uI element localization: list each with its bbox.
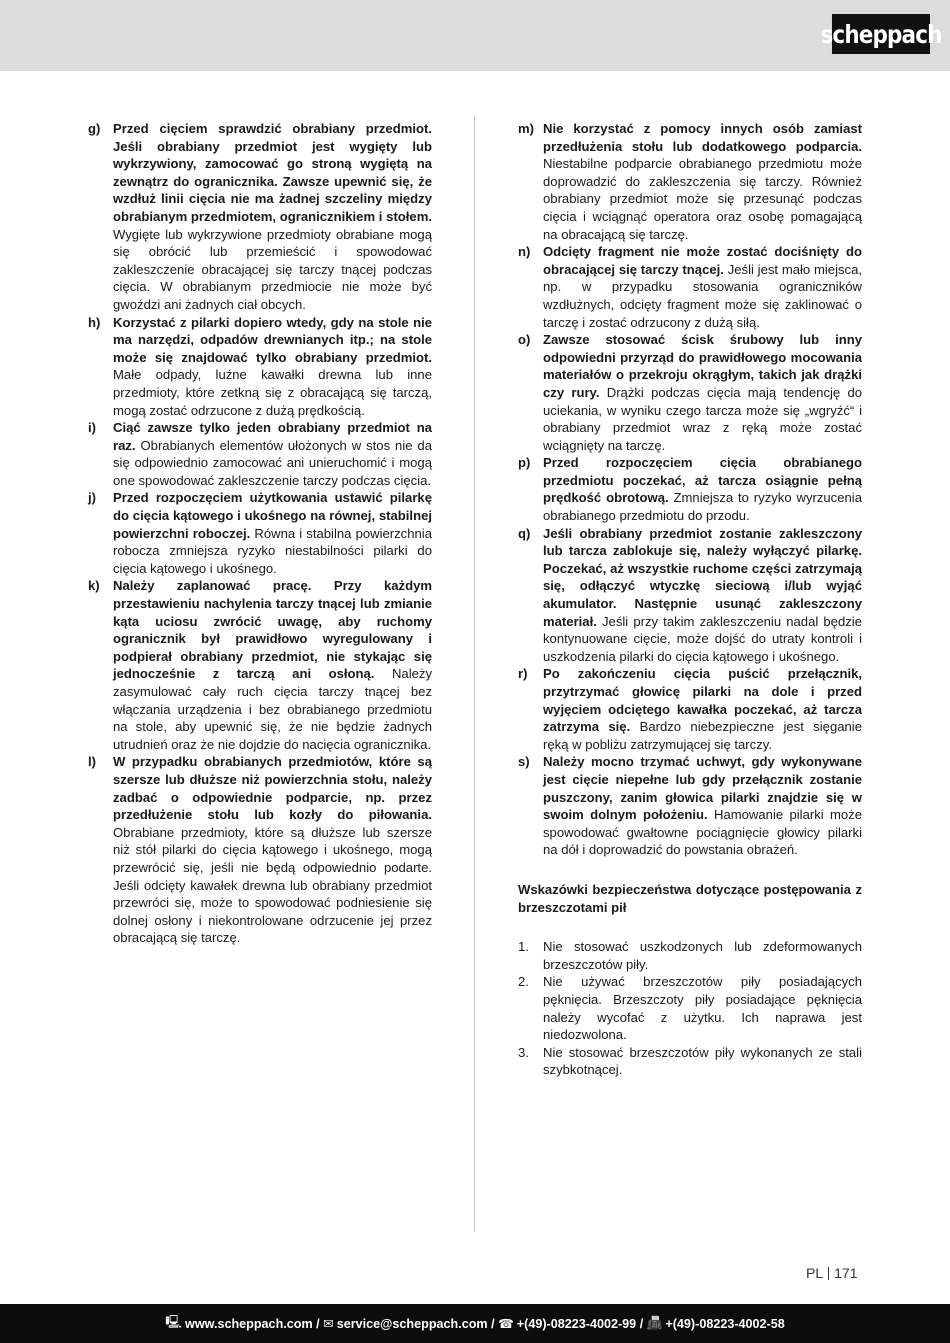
list-item: q) Jeśli obrabiany przedmiot zostanie zakleszczony lub tarcza zablokuje się, należy wyłączyć pilarkę. Poczekać, aż wszystkie ruchome części zatrzymają się, odłączyć wtyczkę sieciową i/lub wyjąć akumulator. Następnie usunąć zakleszczony materiał. Jeśli przy takim zakleszczeniu nadal będzie kontynuowane cięcie, może dojść do utraty kontroli i uszkodzenia pilarki do cięcia kątowego i ukośnego. xyxy=(518,525,862,664)
phone-number: +(49)-08223-4002-99 xyxy=(516,1316,637,1331)
footer-bar: 🖳 www.scheppach.com / ✉ service@scheppach.com / ☎ +(49)-08223-4002-99 / 📠 +(49)-08223-4002-58 xyxy=(0,1304,950,1343)
mail-icon: ✉ xyxy=(323,1317,334,1331)
list-item: r) Po zakończeniu cięcia puścić przełącznik, przytrzymać głowicę pilarki na dole i przed wyjęciem odciętego kawałka poczekać, aż tarcza zatrzyma się. Bardzo niebezpieczne jest sięganie ręką w pobliżu zatrzymującej się tarczy. xyxy=(518,666,862,752)
section-heading: Wskazówki bezpieczeństwa dotyczące postępowania z brzeszczotami pił xyxy=(518,881,862,915)
list-item: i) Ciąć zawsze tylko jeden obrabiany przedmiot na raz. Obrabianych elementów ułożonych w stos nie da się odpowiednio zamocować ani unieruchomić i mogą one spowodować zakleszczenie tarczy podczas cięcia. xyxy=(88,420,432,488)
column-divider xyxy=(474,116,475,1232)
email-link[interactable]: service@scheppach.com xyxy=(336,1316,488,1331)
computer-icon: 🖳 xyxy=(165,1315,183,1329)
fax-icon: 📠 xyxy=(646,1316,663,1330)
phone-icon: ☎ xyxy=(498,1317,514,1331)
list-item: p) Przed rozpoczęciem cięcia obrabianego przedmiotu poczekać, aż tarcza osiągnie pełną prędkość obrotową. Zmniejsza to ryzyko wyrzucenia obrabianego przedmiotu do przodu. xyxy=(518,455,862,524)
list-item: g) Przed cięciem sprawdzić obrabiany przedmiot. Jeśli obrabiany przedmiot jest wygięty lub wykrzywiony, zamocować go stroną wygiętą na zewnątrz do ogranicznika. Zawsze upewnić się, że wzdłuż linii cięcia nie ma żadnej szczeliny między obrabianym przedmiotem, ogranicznikiem i stołem. Wygięte lub wykrzywione przedmioty obrabiane mogą się obrócić lub przemieścić i spowodować zakleszczenie obracającej się tarczy tnącej podczas cięcia. W obrabianym przedmiocie nie może być gwoździ ani żadnych ciał obcych. xyxy=(88,121,432,312)
list-item: m) Nie korzystać z pomocy innych osób zamiast przedłużenia stołu lub dodatkowego podparcia. Niestabilne podparcie obrabianego przedmiotu może doprowadzić do zakleszczenia się tarczy. Również obrabiany przedmiot może się przesunąć podczas cięcia i wciągnąć operatora oraz osobę pomagającą na obracającą się tarczę. xyxy=(518,121,862,242)
list-item: j) Przed rozpoczęciem użytkowania ustawić pilarkę do cięcia kątowego i ukośnego na równej, stabilnej powierzchni roboczej. Równa i stabilna powierzchnia robocza zmniejsza ryzyko niestabilności pilarki do cięcia kątowego i ukośnego. xyxy=(88,490,432,576)
list-item: h) Korzystać z pilarki dopiero wtedy, gdy na stole nie ma narzędzi, odpadów drewnianych itp.; na stole może się znajdować tylko obrabiany przedmiot. Małe odpady, luźne kawałki drewna lub inne przedmioty, które zetkną się z obracającą się tarczą, mogą zostać odrzucone z dużą prędkością. xyxy=(88,314,432,418)
website-link[interactable]: www.scheppach.com xyxy=(185,1316,313,1331)
numbered-item: 2. Nie używać brzeszczotów piły posiadających pęknięcia. Brzeszczoty piły posiadające pęknięcia należy wycofać z użytku. Ich naprawa jest niedozwolona. xyxy=(518,974,862,1043)
list-item: l) W przypadku obrabianych przedmiotów, które są szersze lub dłuższe niż powierzchnia stołu, należy zadbać o odpowiednie podparcie, np. przez przedłużenie stołu lub kozły do piłowania. Obrabiane przedmioty, które są dłuższe lub szersze niż stół pilarki do cięcia kątowego i ukośnego, mogą przewrócić się, jeśli nie będą odpowiednio podarte. Jeśli odcięty kawałek drewna lub obrabiany przedmiot przewróci się, może to spowodować podniesienie się dolnej osłony i niekontrolowane odrzucenie jej przez obracającą się tarczę. xyxy=(88,754,432,946)
numbered-item: 1. Nie stosować uszkodzonych lub zdeformowanych brzeszczotów piły. xyxy=(518,939,862,972)
fax-number: +(49)-08223-4002-58 xyxy=(665,1316,785,1331)
list-item: k) Należy zaplanować pracę. Przy każdym przestawieniu nachylenia tarczy tnącej lub zmianie kąta uciosu zwrócić uwagę, aby ruchomy ogranicznik był prawidłowo wyregulowany i podpierał obrabiany przedmiot, nie stykając się jednocześnie z tarczą ani osłoną. Należy zasymulować cały ruch cięcia tarczy tnącej bez włączania urządzenia i bez obrabianego przedmiotu na stole, aby upewnić się, że nie będzie żadnych utrudnień oraz że nie dojdzie do nacięcia ogranicznika. xyxy=(88,578,432,752)
list-item: s) Należy mocno trzymać uchwyt, gdy wykonywane jest cięcie niepełne lub gdy przełącznik zostanie puszczony, zanim głowica pilarki znajdzie się w swoim dolnym położeniu. Hamowanie pilarki może spowodować gwałtowne pociągnięcie głowicy pilarki na dół i doprowadzić do powstania obrażeń. xyxy=(518,754,863,858)
numbered-item: 3. Nie stosować brzeszczotów piły wykonanych ze stali szybkotnącej. xyxy=(518,1044,862,1078)
scheppach-logo: scheppach xyxy=(832,14,930,54)
list-item: o) Zawsze stosować ścisk śrubowy lub inny odpowiedni przyrząd do prawidłowego mocowania materiałów o przekroju okrągłym, takich jak drążki czy rury. Drążki podczas cięcia mają tendencję do uciekania, w wyniku czego tarcza może się „wgryźć“ i obrabiany przedmiot wraz z ręką może zostać wciągnięty na tarczę. xyxy=(518,332,863,453)
page-number: PL 171 xyxy=(806,1265,858,1281)
right-column xyxy=(518,120,862,1079)
left-column xyxy=(88,120,432,947)
list-item: n) Odcięty fragment nie może zostać dociśnięty do obracającej się tarczy tnącej. Jeśli jest mało miejsca, np. w przypadku stosowania ograniczników wzdłużnych, odcięty fragment może się zaklinować o tarczę i zostać odrzucony z dużą siłą. xyxy=(518,244,862,330)
header-bar xyxy=(0,0,950,71)
